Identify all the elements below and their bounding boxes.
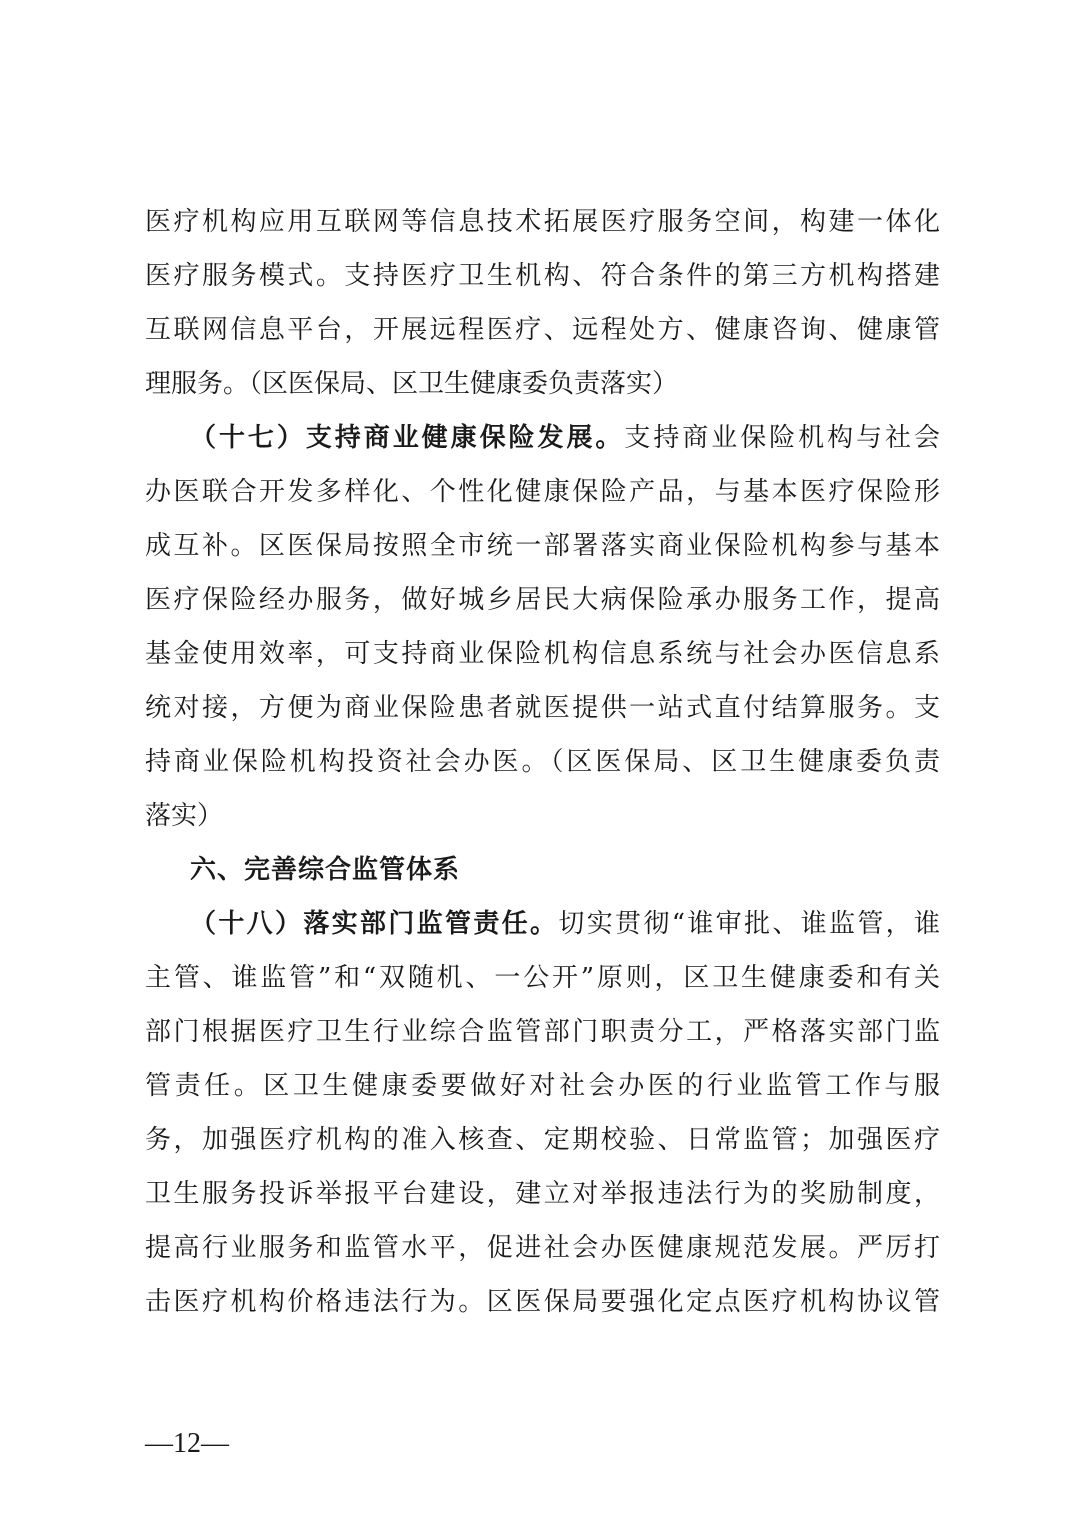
line-text: 理服务。（区医保局、区卫生健康委负责落实）: [145, 369, 679, 399]
line-text: 管责任。区卫生健康委要做好对社会办医的行业监管工作与服: [145, 1071, 940, 1101]
line-text: 互联网信息平台，开展远程医疗、远程处方、健康咨询、健康管: [145, 315, 940, 345]
text-line: [145, 742, 940, 782]
text-line: [145, 688, 940, 728]
line-text: 成互补。区医保局按照全市统一部署落实商业保险机构参与基本: [145, 531, 940, 561]
line-text: 持商业保险机构投资社会办医。（区医保局、区卫生健康委负责: [145, 747, 940, 777]
line-text: 切实贯彻“谁审批、谁监管，谁: [558, 909, 940, 939]
line-text: 办医联合开发多样化、个性化健康保险产品，与基本医疗保险形: [145, 477, 940, 507]
line-text: 基金使用效率，可支持商业保险机构信息系统与社会办医信息系: [145, 639, 940, 669]
text-line: [145, 1174, 940, 1214]
line-text: 支持商业保险机构与社会: [624, 423, 940, 453]
line-text: 击医疗机构价格违法行为。区医保局要强化定点医疗机构协议管: [145, 1287, 940, 1317]
page-number: —12—: [145, 1428, 229, 1459]
text-line: [145, 1012, 940, 1052]
subsection-title: （十八）落实部门监管责任。: [190, 909, 559, 939]
text-line: [145, 796, 940, 836]
text-line: [145, 472, 940, 512]
text-line: [145, 1066, 940, 1106]
text-line: [145, 1282, 940, 1322]
text-line: [145, 1228, 940, 1268]
text-line: [145, 634, 940, 674]
line-text: 卫生服务投诉举报平台建设，建立对举报违法行为的奖励制度，: [145, 1179, 940, 1209]
text-line: [190, 418, 940, 458]
line-text: 医疗机构应用互联网等信息技术拓展医疗服务空间，构建一体化: [145, 207, 940, 237]
line-text: 主管、谁监管”和“双随机、一公开”原则，区卫生健康委和有关: [145, 963, 940, 993]
line-text: 提高行业服务和监管水平，促进社会办医健康规范发展。严厉打: [145, 1233, 940, 1263]
subsection-title: （十七）支持商业健康保险发展。: [190, 423, 625, 453]
line-text: 医疗保险经办服务，做好城乡居民大病保险承办服务工作，提高: [145, 585, 940, 615]
section-heading: 六、完善综合监管体系: [190, 855, 461, 885]
text-line: [145, 1120, 940, 1160]
text-line: [145, 526, 940, 566]
text-line: [190, 904, 940, 944]
line-text: 医疗服务模式。支持医疗卫生机构、符合条件的第三方机构搭建: [145, 261, 940, 291]
text-line: [145, 202, 940, 242]
line-text: 统对接，方便为商业保险患者就医提供一站式直付结算服务。支: [145, 693, 940, 723]
text-line: [145, 364, 940, 404]
line-text: 务，加强医疗机构的准入核查、定期校验、日常监管；加强医疗: [145, 1125, 940, 1155]
line-text: 部门根据医疗卫生行业综合监管部门职责分工，严格落实部门监: [145, 1017, 940, 1047]
text-line: [145, 958, 940, 998]
text-line: [145, 310, 940, 350]
line-text: 落实）: [145, 801, 224, 831]
text-line: [145, 256, 940, 296]
text-line: [145, 580, 940, 620]
